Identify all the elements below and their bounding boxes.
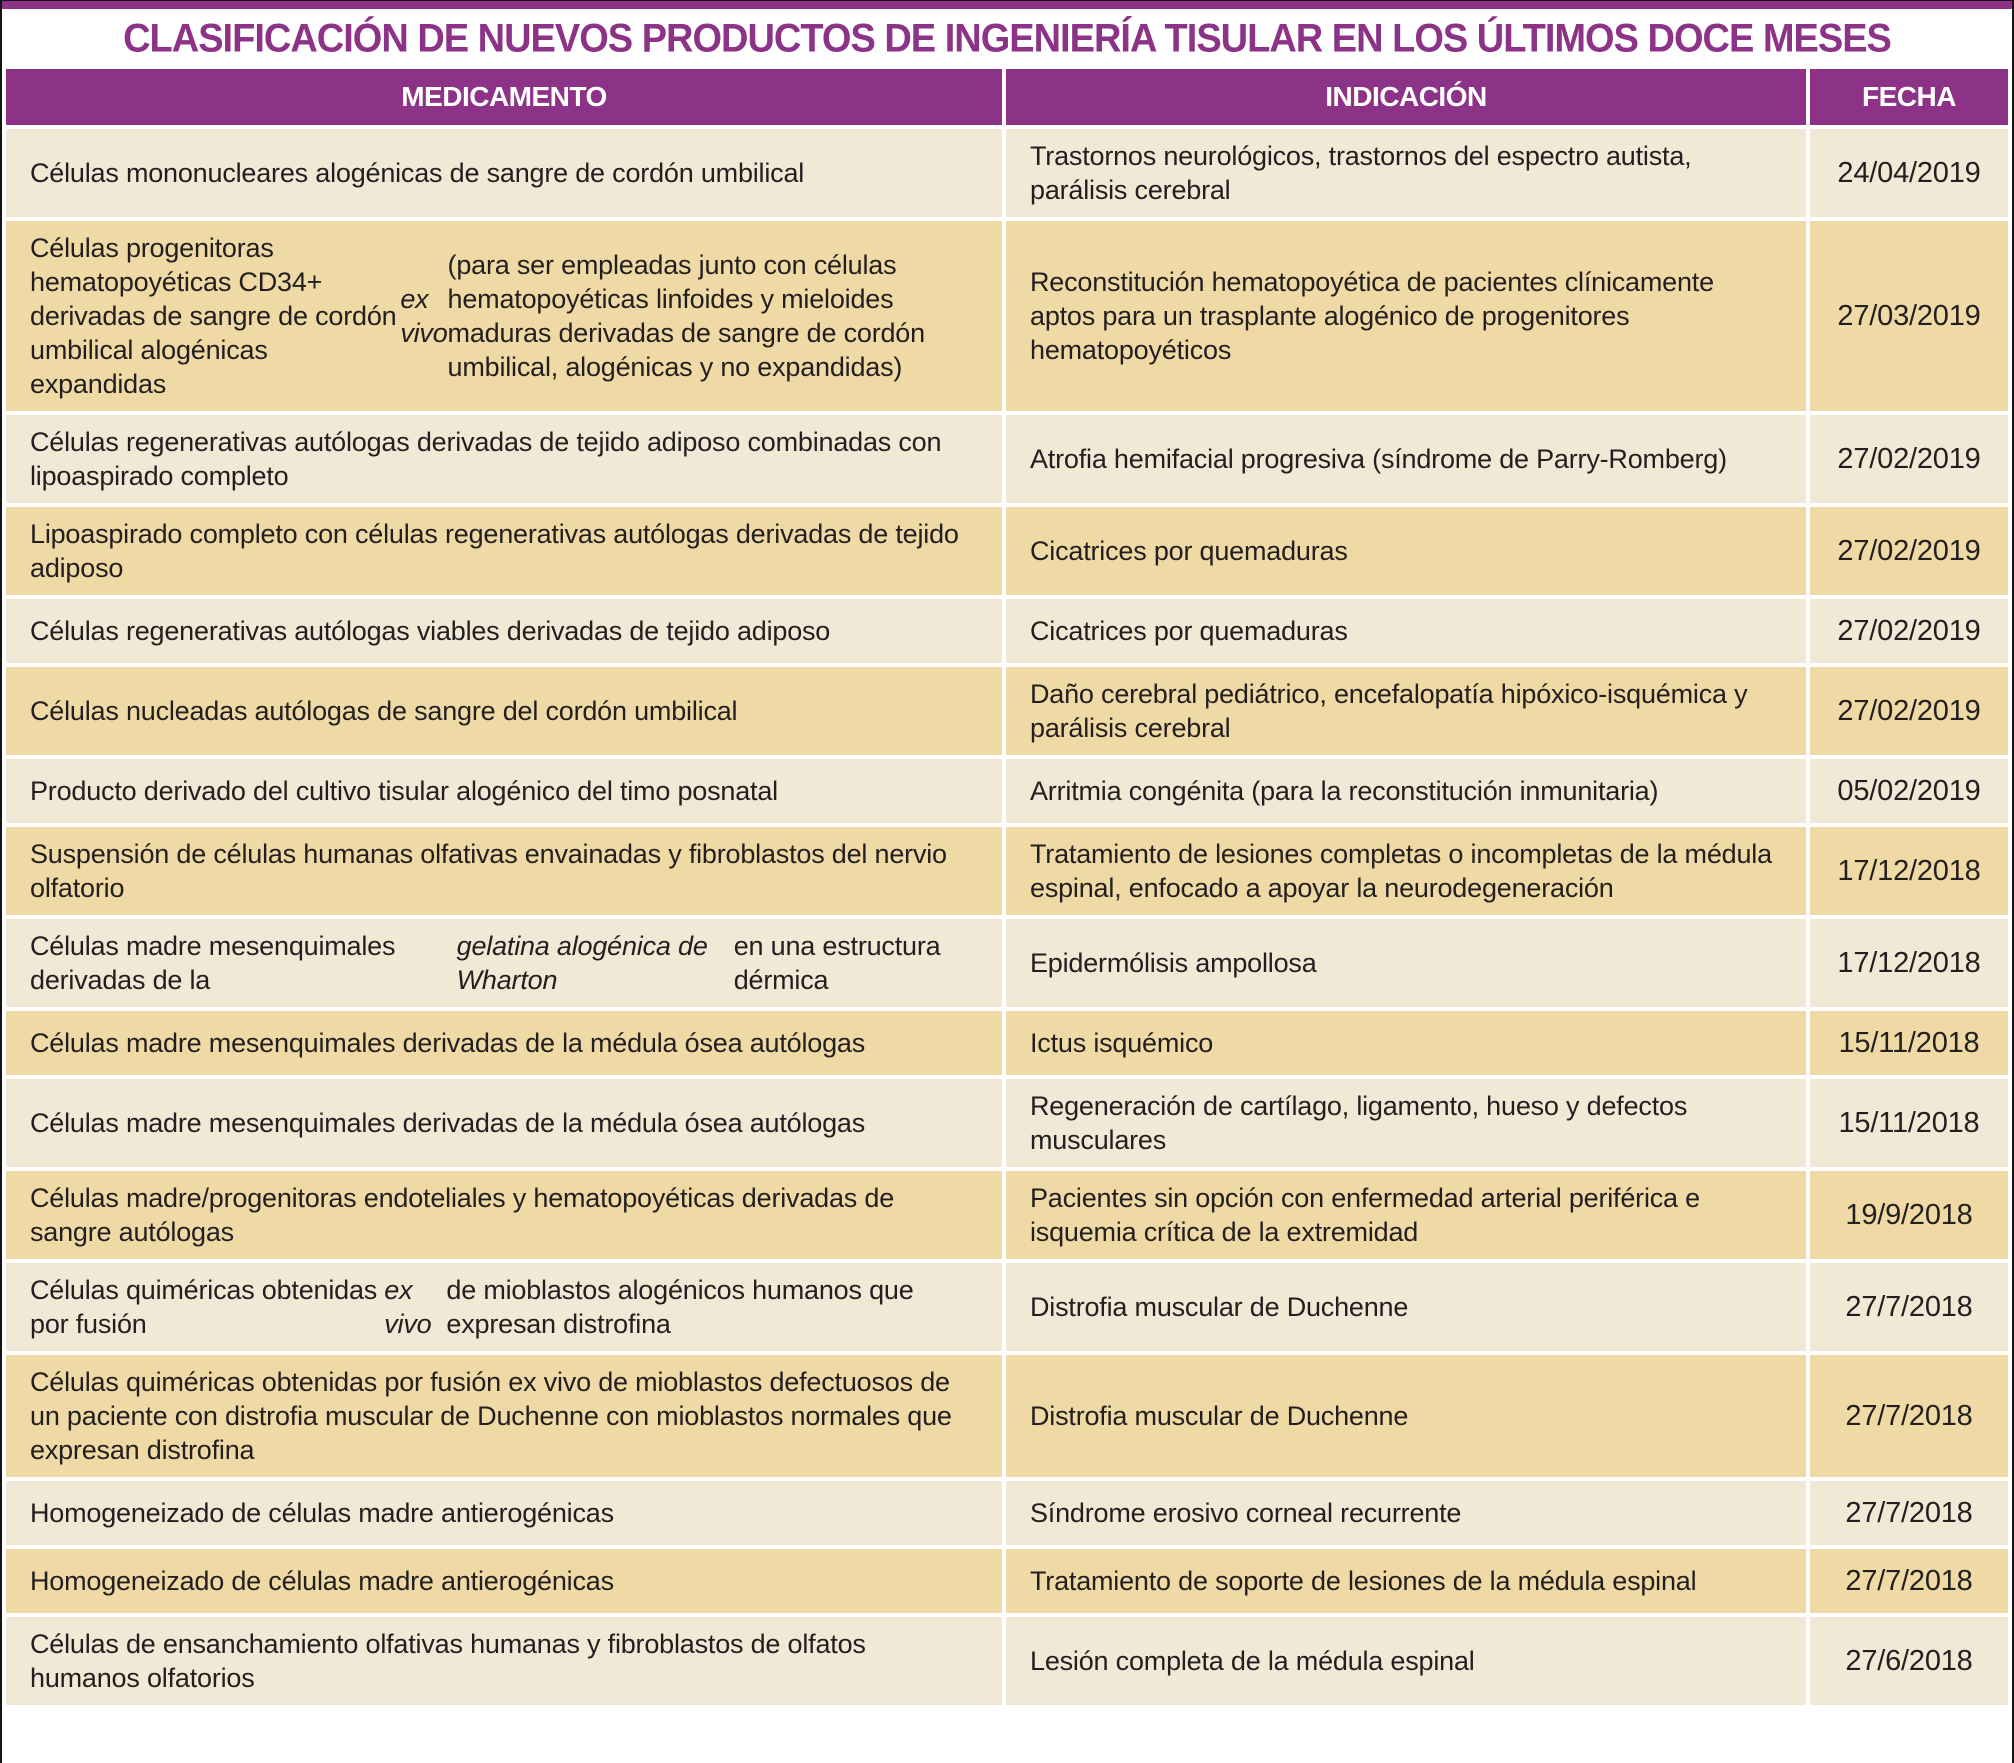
- table-row: [6, 1617, 2008, 1705]
- cell-medicamento: Suspensión de células humanas olfativas envainadas y fibroblastos del nervio olfatorio: [6, 827, 1002, 915]
- column-header-medicamento: MEDICAMENTO: [6, 69, 1002, 125]
- table-row: [6, 1171, 2008, 1259]
- header-row: [6, 69, 2008, 125]
- cell-medicamento: Células madre mesenquimales derivadas de la médula ósea autólogas: [6, 1079, 1002, 1167]
- page-title: CLASIFICACIÓN DE NUEVOS PRODUCTOS DE INGENIERÍA TISULAR EN LOS ÚLTIMOS DOCE MESES: [123, 16, 1891, 61]
- cell-fecha: 15/11/2018: [1810, 1011, 2008, 1075]
- cell-indicacion: Trastornos neurológicos, trastornos del espectro autista, parálisis cerebral: [1006, 129, 1806, 217]
- cell-fecha: 27/7/2018: [1810, 1355, 2008, 1477]
- cell-fecha: 27/6/2018: [1810, 1617, 2008, 1705]
- cell-fecha: 27/7/2018: [1810, 1549, 2008, 1613]
- cell-medicamento: Producto derivado del cultivo tisular alogénico del timo posnatal: [6, 759, 1002, 823]
- cell-indicacion: Distrofia muscular de Duchenne: [1006, 1355, 1806, 1477]
- table-row: [6, 221, 2008, 411]
- cell-indicacion: Tratamiento de lesiones completas o incompletas de la médula espinal, enfocado a apoyar la neurodegeneración: [1006, 827, 1806, 915]
- cell-medicamento: Células regenerativas autólogas derivadas de tejido adiposo combinadas con lipoaspirado completo: [6, 415, 1002, 503]
- table-title-bar: [6, 9, 2008, 69]
- table-row: [6, 129, 2008, 217]
- top-accent-bar: [2, 1, 2012, 9]
- table-row: [6, 1079, 2008, 1167]
- table-row: [6, 599, 2008, 663]
- cell-medicamento: Células madre mesenquimales derivadas de la gelatina alogénica de Wharton en una estructura dérmica: [6, 919, 1002, 1007]
- column-header-indicacion: INDICACIÓN: [1006, 69, 1806, 125]
- table-body: [6, 129, 2008, 1705]
- cell-indicacion: Daño cerebral pediátrico, encefalopatía hipóxico-isquémica y parálisis cerebral: [1006, 667, 1806, 755]
- cell-indicacion: Arritmia congénita (para la reconstitución inmunitaria): [1006, 759, 1806, 823]
- cell-indicacion: Regeneración de cartílago, ligamento, hueso y defectos musculares: [1006, 1079, 1806, 1167]
- table-row: [6, 1481, 2008, 1545]
- cell-indicacion: Cicatrices por quemaduras: [1006, 507, 1806, 595]
- cell-indicacion: Reconstitución hematopoyética de pacientes clínicamente aptos para un trasplante alogénico de progenitores hematopoyéticos: [1006, 221, 1806, 411]
- cell-medicamento: Células progenitoras hematopoyéticas CD34+ derivadas de sangre de cordón umbilical alogénicas expandidas ex vivo (para ser empleadas junto con células hematopoyéticas linfoides y mieloides maduras derivadas de sangre de cordón umbilical, alogénicas y no expandidas): [6, 221, 1002, 411]
- cell-fecha: 17/12/2018: [1810, 919, 2008, 1007]
- cell-fecha: 15/11/2018: [1810, 1079, 2008, 1167]
- cell-medicamento: Células madre mesenquimales derivadas de la médula ósea autólogas: [6, 1011, 1002, 1075]
- table-row: [6, 667, 2008, 755]
- cell-medicamento: Lipoaspirado completo con células regenerativas autólogas derivadas de tejido adiposo: [6, 507, 1002, 595]
- cell-medicamento: Homogeneizado de células madre antierogénicas: [6, 1481, 1002, 1545]
- cell-fecha: 27/02/2019: [1810, 599, 2008, 663]
- cell-fecha: 27/02/2019: [1810, 415, 2008, 503]
- cell-medicamento: Células quiméricas obtenidas por fusión ex vivo de mioblastos defectuosos de un paciente con distrofia muscular de Duchenne con mioblastos normales que expresan distrofina: [6, 1355, 1002, 1477]
- table-row: [6, 1549, 2008, 1613]
- cell-indicacion: Lesión completa de la médula espinal: [1006, 1617, 1806, 1705]
- cell-fecha: 27/7/2018: [1810, 1481, 2008, 1545]
- cell-fecha: 27/02/2019: [1810, 667, 2008, 755]
- cell-medicamento: Células madre/progenitoras endoteliales y hematopoyéticas derivadas de sangre autólogas: [6, 1171, 1002, 1259]
- cell-indicacion: Ictus isquémico: [1006, 1011, 1806, 1075]
- cell-fecha: 05/02/2019: [1810, 759, 2008, 823]
- cell-indicacion: Atrofia hemifacial progresiva (síndrome de Parry-Romberg): [1006, 415, 1806, 503]
- table-row: [6, 759, 2008, 823]
- cell-fecha: 27/03/2019: [1810, 221, 2008, 411]
- cell-medicamento: Homogeneizado de células madre antierogénicas: [6, 1549, 1002, 1613]
- cell-medicamento: Células quiméricas obtenidas por fusión ex vivo de mioblastos alogénicos humanos que expresan distrofina: [6, 1263, 1002, 1351]
- table-row: [6, 1011, 2008, 1075]
- cell-fecha: 17/12/2018: [1810, 827, 2008, 915]
- cell-fecha: 27/7/2018: [1810, 1263, 2008, 1351]
- cell-medicamento: Células de ensanchamiento olfativas humanas y fibroblastos de olfatos humanos olfatorios: [6, 1617, 1002, 1705]
- cell-indicacion: Pacientes sin opción con enfermedad arterial periférica e isquemia crítica de la extremidad: [1006, 1171, 1806, 1259]
- table-row: [6, 415, 2008, 503]
- table-row: [6, 827, 2008, 915]
- cell-indicacion: Tratamiento de soporte de lesiones de la médula espinal: [1006, 1549, 1806, 1613]
- table-row: [6, 1355, 2008, 1477]
- table-row: [6, 919, 2008, 1007]
- cell-medicamento: Células regenerativas autólogas viables derivadas de tejido adiposo: [6, 599, 1002, 663]
- cell-fecha: 27/02/2019: [1810, 507, 2008, 595]
- cell-fecha: 24/04/2019: [1810, 129, 2008, 217]
- cell-medicamento: Células mononucleares alogénicas de sangre de cordón umbilical: [6, 129, 1002, 217]
- table-row: [6, 1263, 2008, 1351]
- table-row: [6, 507, 2008, 595]
- cell-indicacion: Distrofia muscular de Duchenne: [1006, 1263, 1806, 1351]
- cell-indicacion: Síndrome erosivo corneal recurrente: [1006, 1481, 1806, 1545]
- cell-fecha: 19/9/2018: [1810, 1171, 2008, 1259]
- cell-medicamento: Células nucleadas autólogas de sangre del cordón umbilical: [6, 667, 1002, 755]
- cell-indicacion: Cicatrices por quemaduras: [1006, 599, 1806, 663]
- cell-indicacion: Epidermólisis ampollosa: [1006, 919, 1806, 1007]
- column-header-fecha: FECHA: [1810, 69, 2008, 125]
